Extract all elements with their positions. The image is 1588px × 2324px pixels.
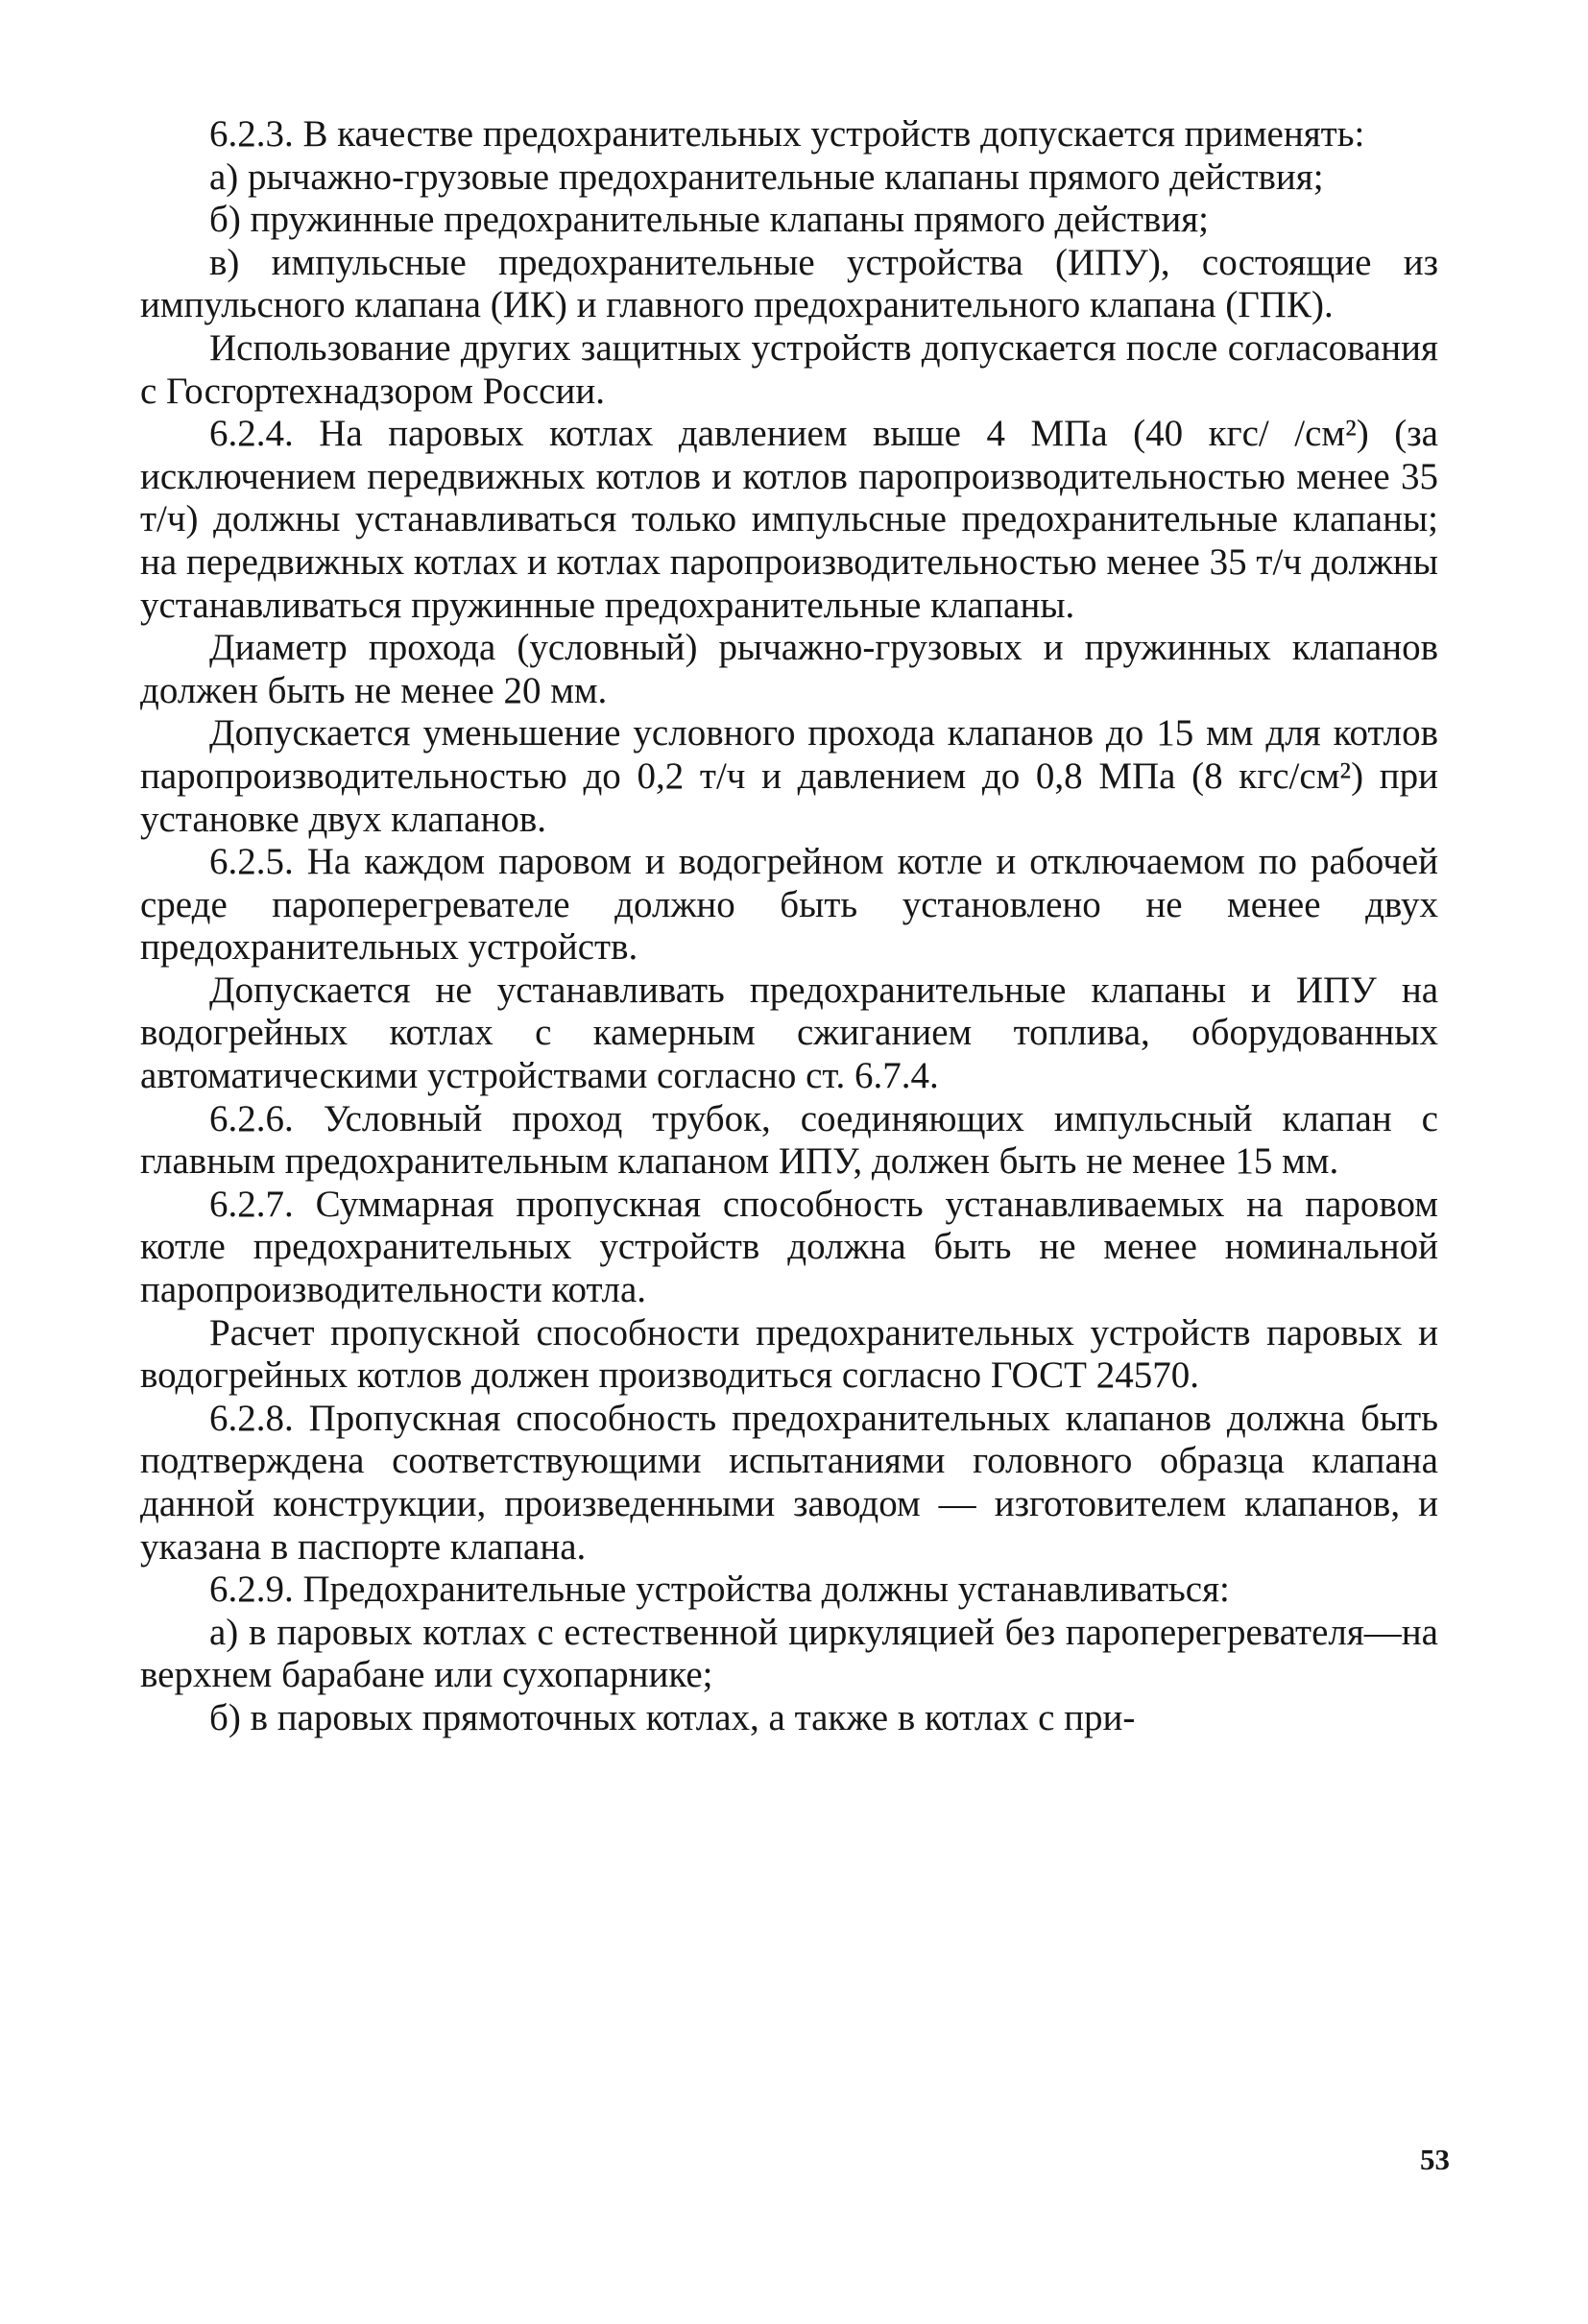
paragraph-diameter: Диаметр прохода (условный) рычажно-грузовых и пружинных клапанов должен быть не менее 20 мм.: [140, 627, 1438, 711]
paragraph-6-2-9: 6.2.9. Предохранительные устройства должны устанавливаться:: [209, 1569, 1230, 1611]
paragraph-6-2-8: 6.2.8. Пропускная способность предохранительных клапанов должна быть подтверждена соответствующими испытаниями головного образца клапана данной конструкции, произведенными заводом — изготовителем клапанов, и указана в паспорте клапана.: [140, 1397, 1438, 1568]
list-item-b-2: б) в паровых прямоточных котлах, а также в котлах с при-: [209, 1696, 1136, 1738]
paragraph-6-2-7: 6.2.7. Суммарная пропускная способность устанавливаемых на паровом котле предохранительных устройств должна быть не менее номинальной паропроизводительности котла.: [140, 1183, 1438, 1311]
paragraph-6-2-6: 6.2.6. Условный проход трубок, соединяющих импульсный клапан с главным предохранительным клапаном ИПУ, должен быть не менее 15 мм.: [140, 1097, 1438, 1183]
paragraph-calculation: Расчет пропускной способности предохранительных устройств паровых и водогрейных котлов должен производиться согласно ГОСТ 24570.: [140, 1311, 1438, 1397]
list-item-a: а) рычажно-грузовые предохранительные клапаны прямого действия;: [209, 156, 1324, 198]
body-text: [140, 113, 1438, 1740]
list-item-b: б) пружинные предохранительные клапаны прямого действия;: [209, 199, 1209, 241]
paragraph-reduction: Допускается уменьшение условного прохода клапанов до 15 мм для котлов паропроизводительностью до 0,2 т/ч и давлением до 0,8 МПа (8 кгс/см²) при установке двух клапанов.: [140, 712, 1438, 840]
list-item-v: в) импульсные предохранительные устройства (ИПУ), состоящие из импульсного клапана (ИК) и главного предохранительного клапана (ГПК).: [140, 241, 1438, 326]
paragraph-6-2-5: 6.2.5. На каждом паровом и водогрейном котле и отключаемом по рабочей среде пароперегревателе должно быть установлено не менее двух предохранительных устройств.: [140, 841, 1438, 969]
list-item-a-2: а) в паровых котлах с естественной циркуляцией без пароперегревателя—на верхнем барабане или сухопарнике;: [140, 1611, 1438, 1696]
paragraph-6-2-4: 6.2.4. На паровых котлах давлением выше 4 МПа (40 кгс/ /см²) (за исключением передвижных котлов и котлов паропроизводительностью менее 35 т/ч) должны устанавливаться только импульсные предохранительные клапаны; на передвижных котлах и котлах паропроизводительностью менее 35 т/ч должны устанавливаться пружинные предохранительные клапаны.: [140, 413, 1438, 626]
paragraph-6-2-3: 6.2.3. В качестве предохранительных устройств допускается применять:: [209, 113, 1365, 155]
paragraph-other-devices: Использование других защитных устройств допускается после согласования с Госгортехнадзором России.: [140, 326, 1438, 412]
paragraph-exemption: Допускается не устанавливать предохранительные клапаны и ИПУ на водогрейных котлах с камерным сжиганием топлива, оборудованных автоматическими устройствами согласно ст. 6.7.4.: [140, 969, 1438, 1097]
page-number: 53: [1420, 2143, 1450, 2176]
